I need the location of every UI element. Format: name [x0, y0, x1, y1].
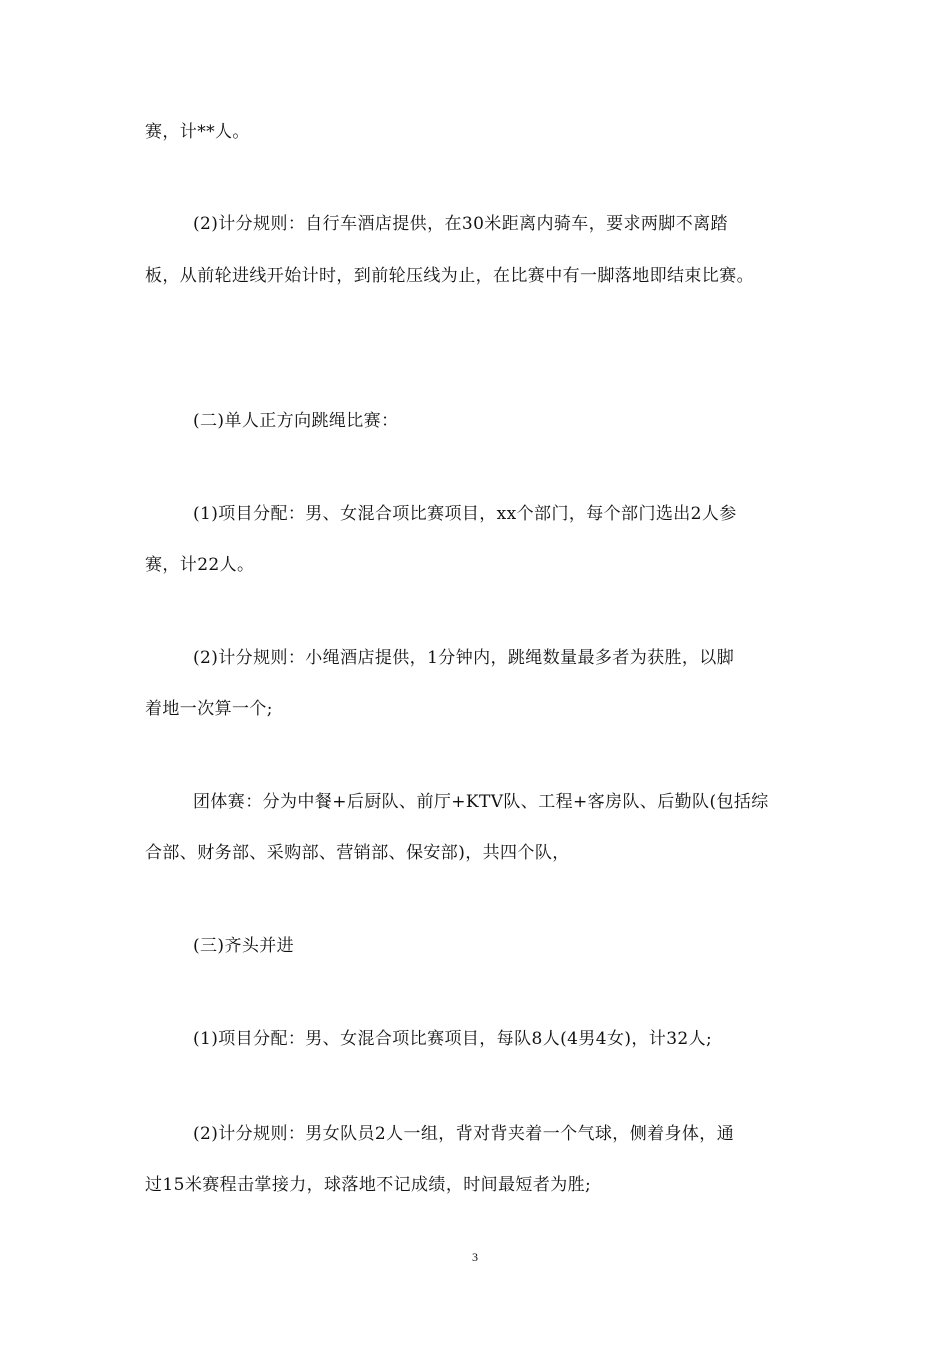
paragraph-line: (1)项目分配：男、女混合项比赛项目，每队8人(4男4女)，计32人; [193, 1029, 713, 1049]
paragraph-line: (2)计分规则：男女队员2人一组，背对背夹着一个气球，侧着身体，通 [193, 1124, 735, 1144]
paragraph-line: (1)项目分配：男、女混合项比赛项目，xx个部门，每个部门选出2人参 [193, 504, 737, 524]
section-heading: (二)单人正方向跳绳比赛： [193, 411, 399, 431]
paragraph-line: (2)计分规则：小绳酒店提供，1分钟内，跳绳数量最多者为获胜，以脚 [193, 648, 735, 668]
paragraph-line: 板，从前轮进线开始计时，到前轮压线为止，在比赛中有一脚落地即结束比赛。 [145, 266, 754, 286]
paragraph-line: 赛，计22人。 [145, 555, 255, 575]
paragraph-line: 合部、财务部、采购部、营销部、保安部)，共四个队， [145, 843, 570, 863]
paragraph-line: (2)计分规则：自行车酒店提供，在30米距离内骑车，要求两脚不离踏 [193, 214, 728, 234]
page-number: 3 [472, 1250, 478, 1264]
paragraph-line: 着地一次算一个; [145, 699, 273, 719]
section-heading: (三)齐头并进 [193, 936, 295, 956]
paragraph-line: 赛，计**人。 [145, 122, 250, 142]
paragraph-line: 过15米赛程击掌接力，球落地不记成绩，时间最短者为胜; [145, 1175, 592, 1195]
paragraph-line: 团体赛：分为中餐+后厨队、前厅+KTV队、工程+客房队、后勤队(包括综 [193, 792, 769, 812]
